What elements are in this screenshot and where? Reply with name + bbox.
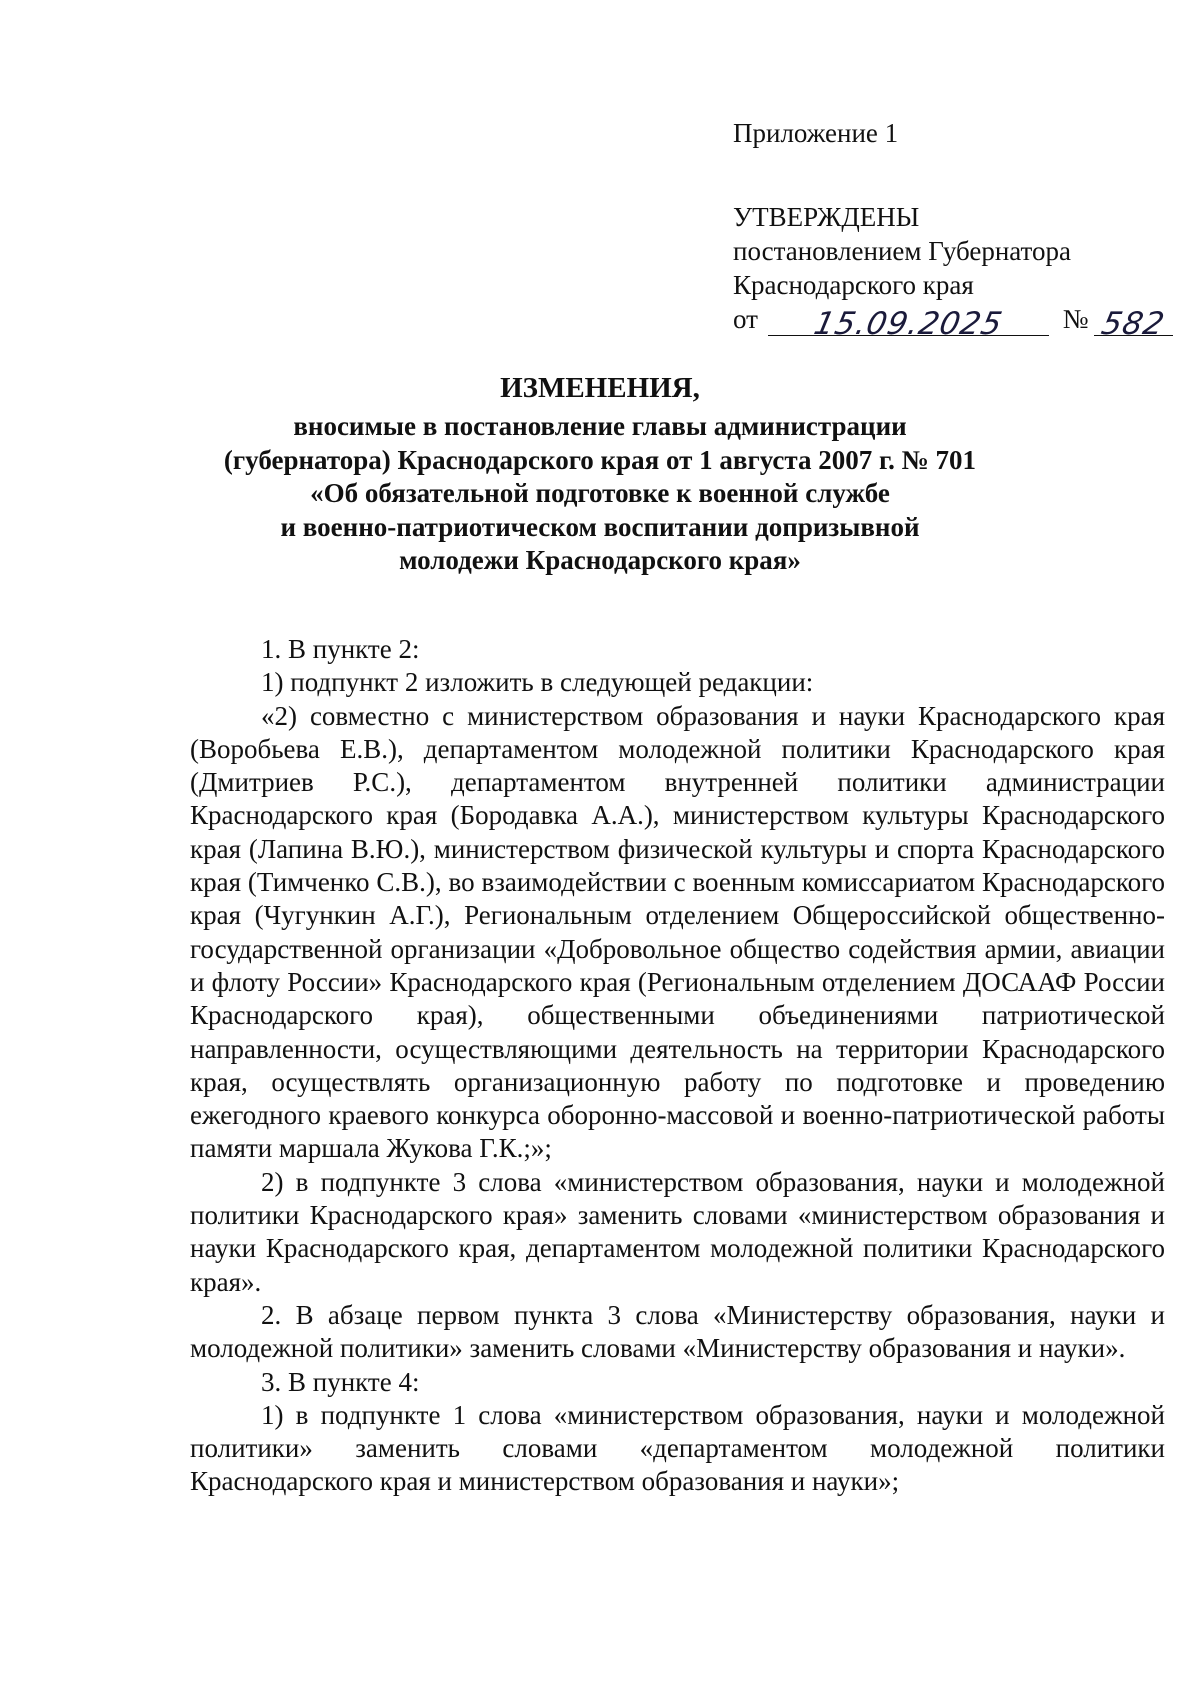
paragraph-3: «2) совместно с министерством образования и науки Краснодарского края (Воробьева Е.В.), департаментом молодежной политики Краснодарского края (Дмитриев Р.С.), департаментом внутренней политики администрации Краснодарского края (Бородавка А.А.), министерством культуры Краснодарского края (Лапина В.Ю.), министерством физической культуры и спорта Краснодарского края (Тимченко С.В.), во взаимодействии с военным комиссариатом Краснодарского края (Чугункин А.Г.), Региональным отделением Общероссийской общественно-государственной организации «Добровольное общество содействия армии, авиации и флоту России» Краснодарского края (Региональным отделением ДОСААФ России Краснодарского края), общественными объединениями патриотической направленности, осуществляющими деятельность на территории Краснодарского края, осуществлять организационную работу по подготовке и проведению ежегодного краевого конкурса оборонно-массовой и военно-патриотической работы памяти маршала Жукова Г.К.;»; [190,700,1165,1164]
paragraph-4: 2) в подпункте 3 слова «министерством образования, науки и молодежной политики Краснодарского края» заменить словами «министерством образования и науки Краснодарского края, департаментом молодежной политики Краснодарского края». [190,1166,1165,1297]
decree-line-2: Краснодарского края [733,270,974,300]
paragraph-7: 1) в подпункте 1 слова «министерством образования, науки и молодежной политики» заменить словами «департаментом молодежной политики Краснодарского края и министерством образования и науки»; [190,1399,1165,1497]
document-body [190,633,1165,1499]
from-label: от [733,304,758,334]
paragraph-2: 1) подпункт 2 изложить в следующей редакции: [261,667,814,698]
title-line-4: и военно-патриотическом воспитании допризывной [280,511,920,542]
paragraph-6: 3. В пункте 4: [261,1366,420,1397]
paragraph-1: 1. В пункте 2: [261,634,420,664]
handwritten-number: 582 [1098,306,1169,342]
title-line-5: молодежи Краснодарского края» [399,545,801,575]
title-line-2: (губернатора) Краснодарского края от 1 августа 2007 г. № 701 [223,444,977,475]
appendix-label: Приложение 1 [733,118,899,148]
title-line-1: вносимые в постановление главы администрации [293,411,907,441]
paragraph-5: 2. В абзаце первом пункта 3 слова «Министерству образования, науки и молодежной политики» заменить словами «Министерству образования и науки». [190,1299,1165,1364]
date-field [768,305,1049,342]
number-label: № [1062,304,1089,334]
decree-line-1: постановлением Губернатора [733,236,1071,266]
number-field [1094,305,1173,342]
approved-label: УТВЕРЖДЕНЫ [733,202,920,232]
title-line-3: «Об обязательной подготовке к военной службе [310,478,890,508]
title-main: ИЗМЕНЕНИЯ, [500,372,700,404]
date-number-row [733,302,1173,342]
approval-block [733,116,1173,342]
document-title [170,370,1030,578]
handwritten-date: 15.09.2025 [810,306,1006,342]
